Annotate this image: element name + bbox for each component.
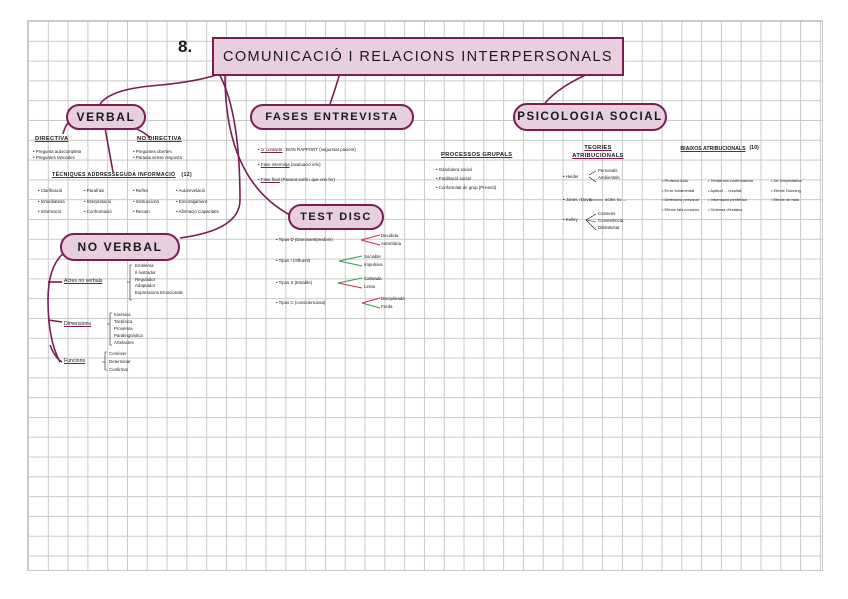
main-title-box bbox=[212, 37, 624, 76]
no-verbal-node bbox=[60, 233, 180, 261]
funcions-list bbox=[109, 350, 131, 374]
section-number: 8. bbox=[178, 37, 193, 56]
directiva-heading: DIRECTIVA bbox=[35, 136, 69, 142]
disc-type-d: • Tipus D (Dominant/predom) bbox=[276, 237, 333, 242]
kelley-items bbox=[598, 210, 623, 231]
trait: Lenta bbox=[364, 284, 375, 289]
trait: Calmada bbox=[364, 276, 382, 281]
funcions-heading: Funcions bbox=[64, 358, 86, 364]
fase-item: • Fase final (Pacient sortir i que ens fer) bbox=[258, 177, 335, 182]
trait: Disciplinada bbox=[381, 296, 405, 301]
tecniques-heading bbox=[52, 172, 192, 179]
test-disc-node bbox=[288, 204, 384, 230]
disc-type-i: • Tipus I (Influent) bbox=[276, 258, 311, 263]
psicologia-label: PSICOLOGIA SOCIAL bbox=[517, 111, 663, 123]
list-item: • Preguntes obertes bbox=[133, 149, 172, 154]
list-item: • Efecte Dunning bbox=[771, 187, 801, 193]
verbal-label: VERBAL bbox=[76, 110, 136, 124]
fase-desc: : BON RAPPORT (seguretat pacient) bbox=[283, 147, 356, 152]
list-item: • Aptitud ... resultat bbox=[708, 187, 742, 193]
test-disc-label: TEST DISC bbox=[300, 211, 372, 223]
verbal-node bbox=[66, 104, 146, 130]
tecniques-col-4 bbox=[176, 186, 219, 218]
teoria-jones-davis: • Jones i Davis bbox=[563, 197, 592, 202]
trait: Freda bbox=[381, 304, 393, 309]
dimensions-heading: Dimensions bbox=[64, 321, 92, 327]
list-item: • Paraula sense resposta bbox=[133, 155, 182, 161]
list-item: • Interpretació bbox=[84, 198, 112, 204]
heider-items bbox=[598, 167, 620, 181]
disc-type-s: • Tipus S (Estable) bbox=[276, 280, 313, 285]
list-item: Adaptador bbox=[135, 283, 156, 289]
biaixos-col-2 bbox=[708, 176, 753, 214]
actes-heading: Actes no verbals bbox=[64, 278, 103, 284]
no-directiva-list bbox=[133, 149, 182, 162]
teoria-heider: • Heider bbox=[563, 174, 579, 179]
fases-list bbox=[258, 142, 356, 187]
list-item: • Informació perifèrica bbox=[708, 197, 747, 202]
dimensions-list bbox=[114, 311, 143, 346]
list-item: Expressions Emocionals bbox=[135, 290, 183, 296]
list-item: • Error fonamental bbox=[662, 187, 695, 193]
fase-name: 1r contacte bbox=[260, 147, 283, 152]
tecniques-title: TÈCNIQUES ADDRESSEGUDA INFORMACIÓ bbox=[52, 172, 176, 178]
list-item: Artefactes bbox=[114, 340, 134, 345]
disc-traits-s bbox=[364, 275, 382, 291]
list-item: • Efecte fals consens bbox=[662, 206, 700, 212]
fase-name: Fase final bbox=[260, 177, 280, 182]
biaixos-col-3 bbox=[771, 176, 802, 205]
disc-traits-d bbox=[381, 232, 401, 248]
fase-name: Fase intermitja bbox=[260, 162, 290, 167]
list-item: Kinèsica bbox=[114, 312, 131, 317]
tecniques-col-1 bbox=[38, 186, 65, 218]
list-item: • Defensa d'estatus bbox=[708, 206, 743, 212]
list-item: • Facilitació social bbox=[436, 176, 471, 181]
list-item: • Tendència confirmatòria bbox=[708, 178, 753, 183]
list-item: Emblema bbox=[135, 263, 154, 268]
biaixos-count: (10) bbox=[749, 145, 759, 151]
list-item: Regulador bbox=[135, 276, 156, 282]
list-item: • Efecte de halo bbox=[771, 197, 800, 202]
fases-node bbox=[250, 104, 414, 130]
fase-desc: (avaluació info) bbox=[290, 162, 321, 167]
actes-list bbox=[135, 263, 183, 297]
fase-item: • Fase intermitja (avaluació info) bbox=[258, 162, 321, 167]
list-item: • Informació bbox=[38, 209, 62, 214]
list-item: • Conformitat de grup (Pressió) bbox=[436, 185, 497, 190]
no-verbal-label: NO VERBAL bbox=[77, 240, 163, 254]
teoria-kelley: • Kelley bbox=[563, 217, 578, 222]
fase-desc: (Pacient sortir i que ens fer) bbox=[281, 177, 335, 182]
list-item: • Confrontació bbox=[84, 209, 112, 214]
jones-item: actes no ... bbox=[605, 197, 627, 202]
list-item: • Autorevelació bbox=[176, 188, 206, 193]
trait: Decidida bbox=[381, 233, 399, 238]
biaixos-title: BIAIXOS ATRIBUCIONALS bbox=[680, 146, 746, 152]
trait: Autoritària bbox=[381, 241, 402, 246]
tecniques-col-3 bbox=[133, 186, 159, 218]
list-item: Personals bbox=[598, 168, 618, 173]
biaixos-col-1 bbox=[662, 176, 699, 214]
list-item: • Resum bbox=[133, 209, 150, 214]
list-item: Il·lustrador bbox=[135, 269, 156, 275]
list-item: • Reflex bbox=[133, 188, 149, 193]
biaixos-heading bbox=[680, 145, 759, 153]
list-item: Determinar bbox=[109, 359, 131, 364]
list-item: • Preguntes tancades bbox=[33, 155, 75, 161]
list-item: • Clarificació bbox=[38, 188, 63, 193]
processos-list bbox=[436, 165, 496, 192]
trait: Impulsiva bbox=[364, 262, 383, 267]
list-item: Proxèmia bbox=[114, 326, 133, 331]
teories-heading: TEORIES ATRIBUCIONALS bbox=[572, 145, 624, 159]
main-title: COMUNICACIÓ I RELACIONS INTERPERSONALS bbox=[223, 48, 613, 65]
fases-label: FASES ENTREVISTA bbox=[265, 111, 399, 123]
trait: Sociable bbox=[364, 254, 381, 259]
list-item: • Profecia Auto bbox=[662, 178, 689, 183]
fase-item: • 1r contacte : BON RAPPORT (seguretat pacient) bbox=[258, 147, 356, 152]
disc-traits-i bbox=[364, 253, 383, 269]
list-item: • Encoratjament bbox=[176, 198, 208, 204]
list-item: Ambientals bbox=[598, 175, 620, 180]
list-item: Tactèsica bbox=[114, 319, 133, 324]
psicologia-node bbox=[513, 103, 667, 131]
list-item: • De l'expectativa bbox=[771, 178, 802, 183]
list-item: • Parafrasi bbox=[84, 188, 105, 193]
list-item: • Gandulera social bbox=[436, 167, 472, 172]
list-item: Confirmar bbox=[109, 367, 129, 372]
list-item: Paralingüística bbox=[114, 333, 143, 338]
list-item: • Inmediatesa bbox=[38, 198, 65, 204]
list-item: Distintivitat bbox=[598, 225, 620, 230]
list-item: • Defensiva personal bbox=[662, 197, 699, 202]
tecniques-count: (12) bbox=[181, 172, 193, 178]
processos-heading: PROCESSOS GRUPALS bbox=[441, 152, 513, 158]
disc-traits-c bbox=[381, 295, 405, 311]
list-item: • Instruccions bbox=[133, 198, 160, 204]
tecniques-col-2 bbox=[84, 186, 112, 218]
list-item: Consens bbox=[598, 211, 616, 216]
list-item: • Pregunta autocompleta bbox=[33, 149, 82, 154]
list-item: • Afirmació Capacitats bbox=[176, 209, 219, 214]
disc-type-c: • Tipus C (conscienciosa) bbox=[276, 300, 326, 305]
list-item: Conèixer bbox=[109, 351, 127, 356]
list-item: Consistència bbox=[598, 218, 624, 223]
no-directiva-heading: NO DIRECTIVA bbox=[137, 136, 182, 142]
directiva-list bbox=[33, 149, 81, 162]
